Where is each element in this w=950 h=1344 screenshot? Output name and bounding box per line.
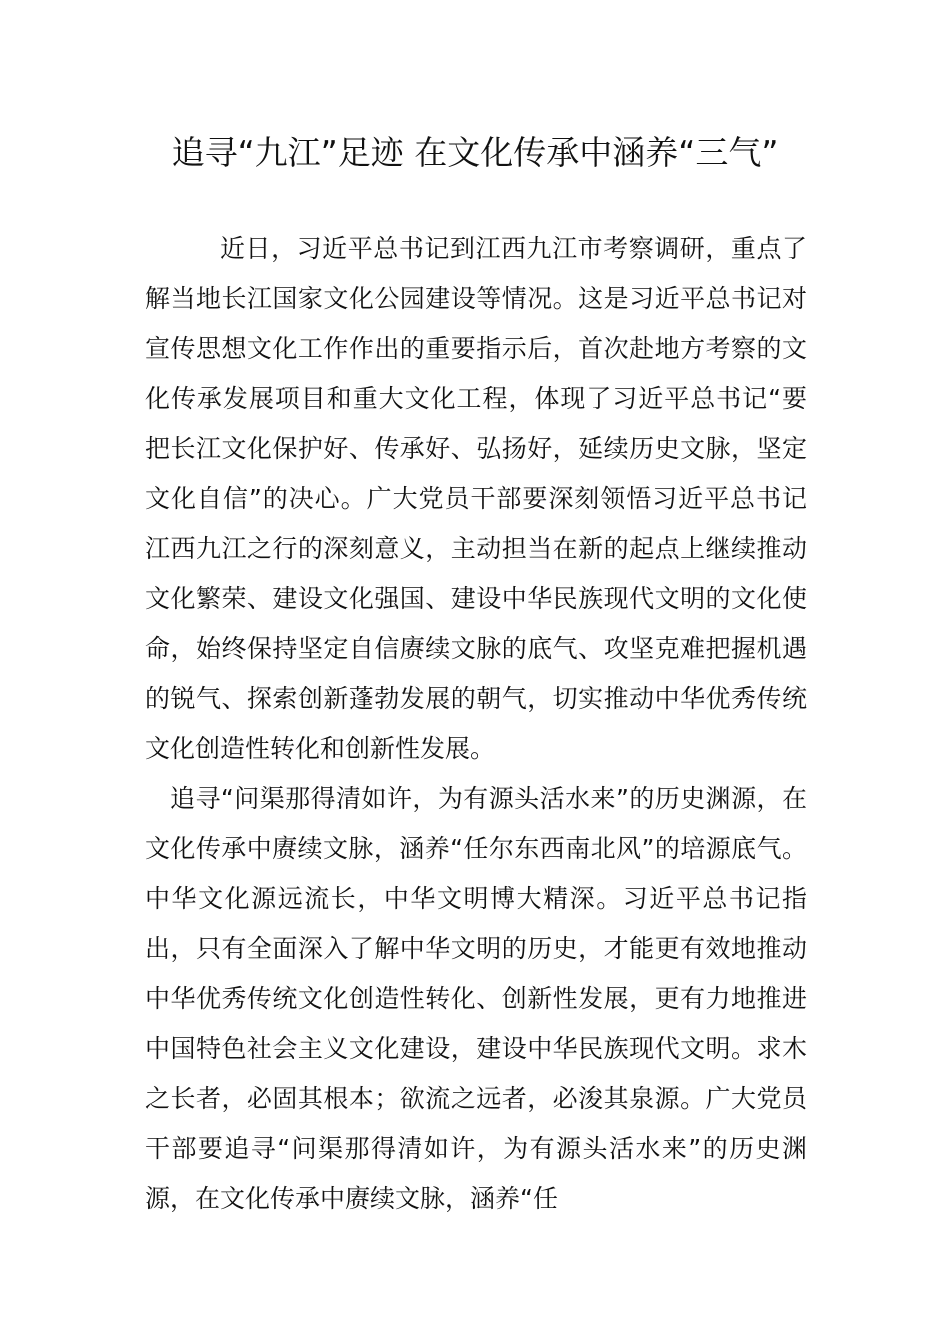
paragraph-1: 近日，习近平总书记到江西九江市考察调研，重点了解当地长江国家文化公园建设等情况。这是习近平总书记对宣传思想文化工作作出的重要指示后，首次赴地方考察的文化传承发展项目和重大文化工程，体现了习近平总书记“要把长江文化保护好、传承好、弘扬好，延续历史文脉，坚定文化自信”的决心。广大党员干部要深刻领悟习近平总书记江西九江之行的深刻意义，主动担当在新的起点上继续推动文化繁荣、建设文化强国、建设中华民族现代文明的文化使命，始终保持坚定自信赓续文脉的底气、攻坚克难把握机遇的锐气、探索创新蓬勃发展的朝气，切实推动中华优秀传统文化创造性转化和创新性发展。: [145, 234, 807, 763]
document-title: 追寻“九江”足迹 在文化传承中涵养“三气”: [171, 133, 779, 172]
paragraph-2: 追寻“问渠那得清如许，为有源头活水来”的历史渊源，在文化传承中赓续文脉，涵养“任尔东西南北风”的培源底气。中华文化源远流长，中华文明博大精深。习近平总书记指出，只有全面深入了解中华文明的历史，才能更有效地推动中华优秀传统文化创造性转化、创新性发展，更有力地推进中国特色社会主义文化建设，建设中华民族现代文明。求木之长者，必固其根本；欲流之远者，必浚其泉源。广大党员干部要追寻“问渠那得清如许，为有源头活水来”的历史渊源，在文化传承中赓续文脉，涵养“任: [145, 784, 807, 1213]
document-body: [145, 224, 807, 1224]
